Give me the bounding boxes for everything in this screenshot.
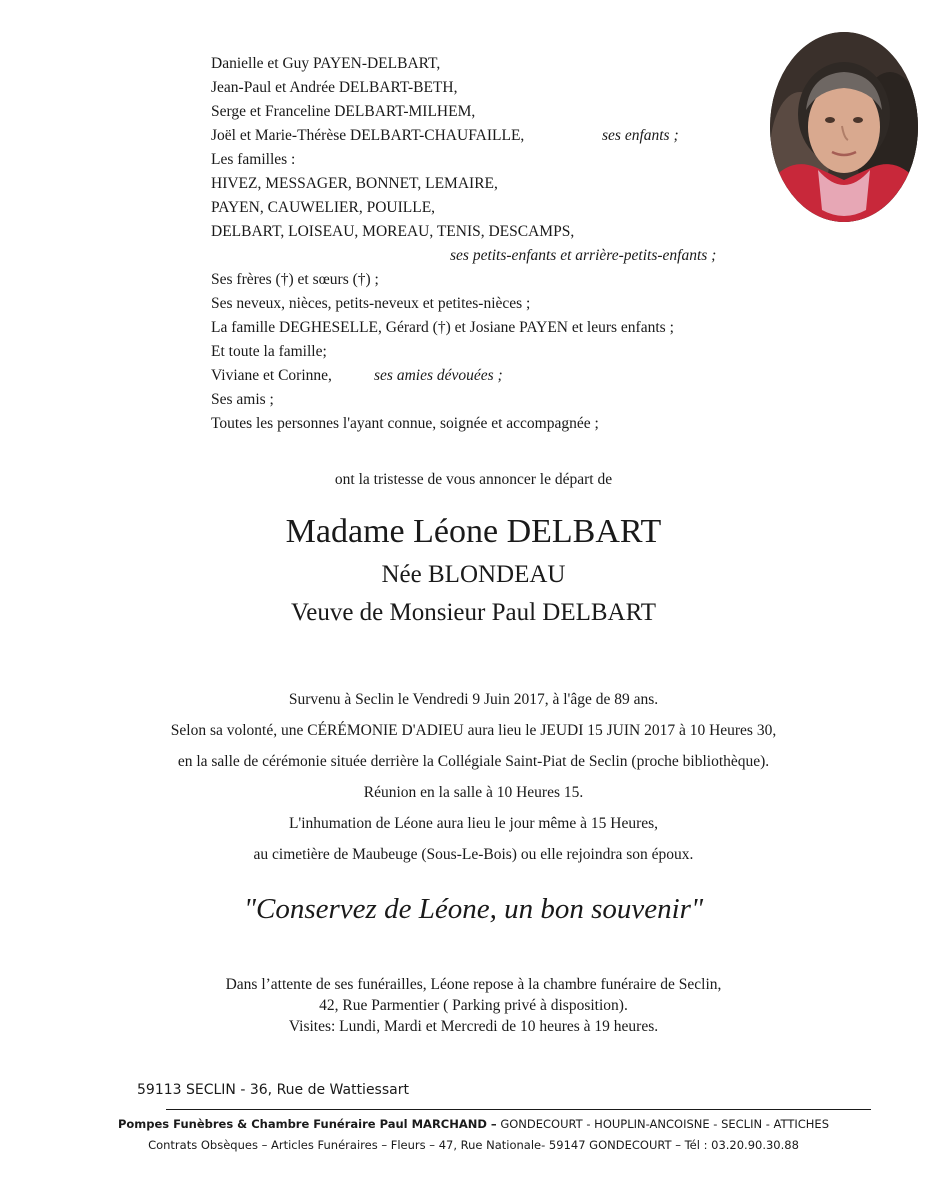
visit-line: Dans l’attente de ses funérailles, Léone repose à la chambre funéraire de Seclin,	[225, 976, 722, 993]
family-note: ses petits-enfants et arrière-petits-enfants ;	[450, 247, 717, 264]
family-note: ses enfants ;	[602, 127, 679, 144]
detail-line: Selon sa volonté, une CÉRÉMONIE D'ADIEU aura lieu le JEUDI 15 JUIN 2017 à 10 Heures 30,	[170, 722, 777, 739]
maiden-name: Née BLONDEAU	[381, 561, 566, 588]
detail-line: en la salle de cérémonie située derrière la Collégiale Saint-Piat de Seclin (proche bibliothèque).	[177, 753, 770, 770]
family-line: Joël et Marie-Thérèse DELBART-CHAUFAILLE,	[211, 127, 525, 144]
widow-of: Veuve de Monsieur Paul DELBART	[290, 599, 657, 626]
family-line: DELBART, LOISEAU, MOREAU, TENIS, DESCAMPS,	[211, 223, 575, 240]
portrait-photo	[770, 32, 918, 222]
family-line: Ses frères (†) et sœurs (†) ;	[211, 271, 379, 288]
company-locations: GONDECOURT - HOUPLIN-ANCOISNE - SECLIN - ATTICHES	[496, 1117, 830, 1131]
family-note: ses amies dévouées ;	[374, 367, 503, 384]
portrait-illustration	[770, 32, 918, 222]
family-line: Les familles :	[211, 151, 296, 168]
visit-line: 42, Rue Parmentier ( Parking privé à disposition).	[319, 997, 628, 1014]
footer-services: Contrats Obsèques – Articles Funéraires – Fleurs – 47, Rue Nationale- 59147 GONDECOURT – Tél : 03.20.90.30.88	[148, 1138, 799, 1152]
footer-company	[0, 1117, 947, 1131]
detail-line: au cimetière de Maubeuge (Sous-Le-Bois) ou elle rejoindra son époux.	[253, 846, 694, 863]
detail-line: Survenu à Seclin le Vendredi 9 Juin 2017, à l'âge de 89 ans.	[288, 691, 659, 708]
announcement-text: ont la tristesse de vous annoncer le départ de	[334, 471, 613, 488]
family-line: Ses neveux, nièces, petits-neveux et petites-nièces ;	[211, 295, 531, 312]
family-line: Danielle et Guy PAYEN-DELBART,	[211, 55, 441, 72]
family-line: La famille DEGHESELLE, Gérard (†) et Josiane PAYEN et leurs enfants ;	[211, 319, 674, 336]
visit-line: Visites: Lundi, Mardi et Mercredi de 10 heures à 19 heures.	[288, 1018, 659, 1035]
family-line: Et toute la famille;	[211, 343, 327, 360]
detail-line: Réunion en la salle à 10 Heures 15.	[363, 784, 584, 801]
deceased-name: Madame Léone DELBART	[285, 513, 662, 550]
family-line: HIVEZ, MESSAGER, BONNET, LEMAIRE,	[211, 175, 498, 192]
detail-line: L'inhumation de Léone aura lieu le jour même à 15 Heures,	[288, 815, 659, 832]
family-line: Jean-Paul et Andrée DELBART-BETH,	[211, 79, 458, 96]
family-line: PAYEN, CAUWELIER, POUILLE,	[211, 199, 436, 216]
company-name: Pompes Funèbres & Chambre Funéraire Paul MARCHAND –	[117, 1117, 497, 1131]
memorial-quote: "Conservez de Léone, un bon souvenir"	[243, 893, 704, 925]
family-line: Toutes les personnes l'ayant connue, soignée et accompagnée ;	[211, 415, 599, 432]
family-line: Ses amis ;	[211, 391, 274, 408]
footer-address: 59113 SECLIN - 36, Rue de Wattiessart	[137, 1082, 409, 1098]
family-line: Serge et Franceline DELBART-MILHEM,	[211, 103, 476, 120]
family-line: Viviane et Corinne,	[211, 367, 332, 384]
footer-divider	[166, 1109, 871, 1110]
